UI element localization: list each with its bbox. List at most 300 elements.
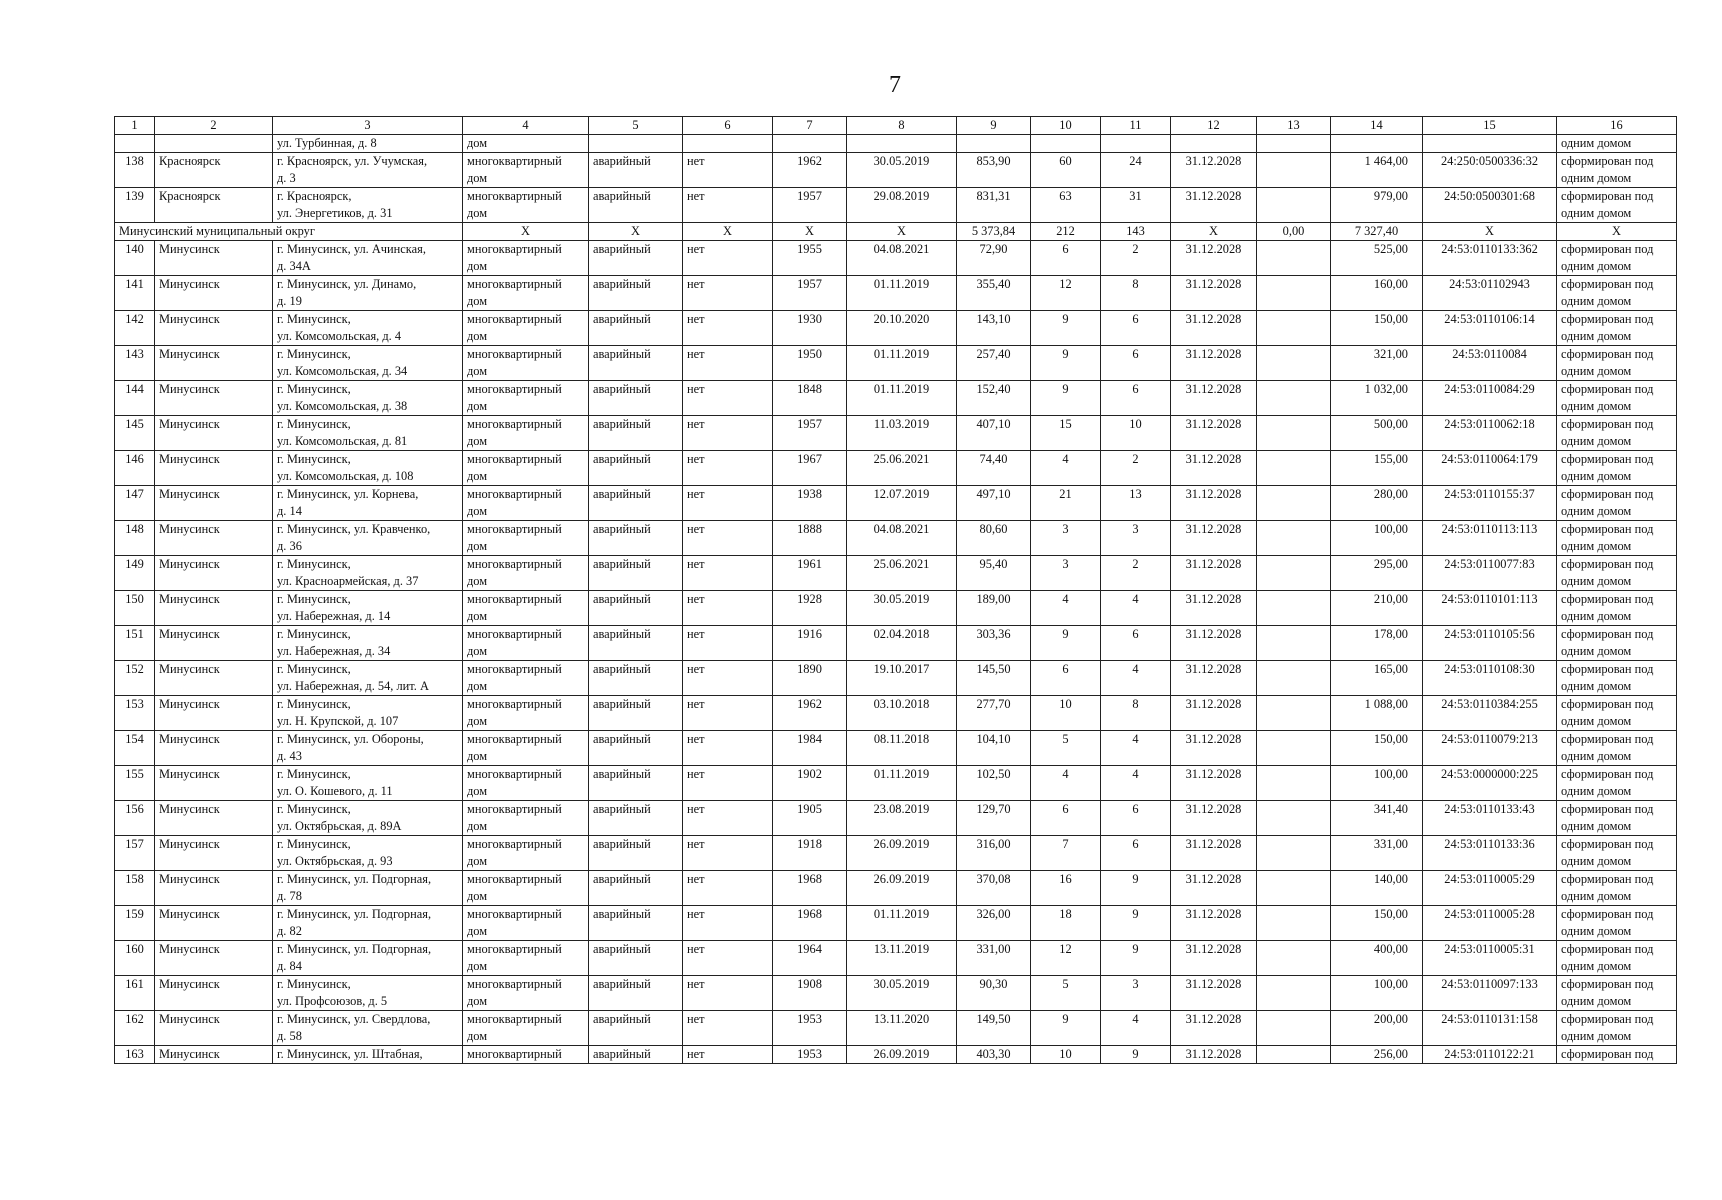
- note-cell-line-1: сформирован под: [1561, 872, 1654, 886]
- building-type-cell: [463, 556, 589, 591]
- units-cell: 3: [1101, 521, 1171, 556]
- address-cell-line-2: ул. Октябрьская, д. 89А: [277, 819, 402, 833]
- address-cell-line-2: ул. Красноармейская, д. 37: [277, 574, 419, 588]
- column-header: 16: [1557, 117, 1677, 135]
- cadastral-number-cell: 24:53:0110131:158: [1423, 1011, 1557, 1046]
- row-number-cell: 142: [115, 311, 155, 346]
- area-cell: 74,40: [957, 451, 1031, 486]
- area-cell: 72,90: [957, 241, 1031, 276]
- land-area-cell: 295,00: [1331, 556, 1423, 591]
- note-cell-line-1: сформирован под: [1561, 837, 1654, 851]
- residents-cell: 9: [1031, 1011, 1101, 1046]
- cadastral-number-cell: 24:53:0110084: [1423, 346, 1557, 381]
- note-cell-line-2: одним домом: [1561, 469, 1632, 483]
- table-row: [115, 766, 1677, 801]
- building-type-cell-line-1: многоквартирный: [467, 154, 562, 168]
- area-cell: 303,36: [957, 626, 1031, 661]
- year-cell: 1968: [773, 871, 847, 906]
- date-cell: 03.10.2018: [847, 696, 957, 731]
- condition-cell: аварийный: [589, 311, 683, 346]
- building-type-cell-line-2: дом: [467, 609, 488, 623]
- cadastral-number-cell: 24:53:0110077:83: [1423, 556, 1557, 591]
- building-type-cell-line-1: многоквартирный: [467, 662, 562, 676]
- table-row: [115, 135, 1677, 153]
- cadastral-number-cell: 24:53:0110122:21: [1423, 1046, 1557, 1064]
- note-cell: одним домом: [1557, 135, 1677, 153]
- column-header: 13: [1257, 117, 1331, 135]
- deadline-cell: 31.12.2028: [1171, 346, 1257, 381]
- deadline-cell: 31.12.2028: [1171, 1011, 1257, 1046]
- table-row: [115, 696, 1677, 731]
- units-cell: 6: [1101, 311, 1171, 346]
- note-cell-line-2: одним домом: [1561, 171, 1632, 185]
- table-row: [115, 451, 1677, 486]
- column-header: 4: [463, 117, 589, 135]
- row-number-cell: 156: [115, 801, 155, 836]
- area-cell: 143,10: [957, 311, 1031, 346]
- address-cell-line-2: д. 14: [277, 504, 302, 518]
- date-cell: 13.11.2019: [847, 941, 957, 976]
- address-cell: [273, 346, 463, 381]
- city-cell: Минусинск: [155, 906, 273, 941]
- empty-cell: [1257, 416, 1331, 451]
- residents-cell: 10: [1031, 696, 1101, 731]
- address-cell-line-2: д. 84: [277, 959, 302, 973]
- date-cell: 25.06.2021: [847, 556, 957, 591]
- note-cell-line-2: одним домом: [1561, 889, 1632, 903]
- note-cell: [1557, 836, 1677, 871]
- year-cell: 1918: [773, 836, 847, 871]
- cadastral-number-cell: 24:50:0500301:68: [1423, 188, 1557, 223]
- note-cell-line-1: сформирован под: [1561, 942, 1654, 956]
- plan-cell: нет: [683, 153, 773, 188]
- empty-cell: [1257, 346, 1331, 381]
- note-cell-line-1: сформирован под: [1561, 662, 1654, 676]
- condition-cell: аварийный: [589, 521, 683, 556]
- residents-cell: 4: [1031, 591, 1101, 626]
- land-area-cell: 210,00: [1331, 591, 1423, 626]
- cadastral-number-cell: 24:53:0110101:113: [1423, 591, 1557, 626]
- plan-cell: нет: [683, 836, 773, 871]
- cadastral-number-cell: 24:53:01102943: [1423, 276, 1557, 311]
- plan-cell: нет: [683, 311, 773, 346]
- units-cell: 6: [1101, 381, 1171, 416]
- date-cell: 29.08.2019: [847, 188, 957, 223]
- residents-cell: 3: [1031, 521, 1101, 556]
- group-total-cell: X: [847, 223, 957, 241]
- date-cell: 01.11.2019: [847, 381, 957, 416]
- residents-cell: 63: [1031, 188, 1101, 223]
- building-type-cell: [463, 836, 589, 871]
- building-type-cell-line-2: дом: [467, 574, 488, 588]
- column-header: 7: [773, 117, 847, 135]
- address-cell: [273, 486, 463, 521]
- empty-cell: [1257, 188, 1331, 223]
- cadastral-number-cell: 24:53:0110084:29: [1423, 381, 1557, 416]
- units-cell: 4: [1101, 1011, 1171, 1046]
- note-cell-line-2: одним домом: [1561, 329, 1632, 343]
- condition-cell: аварийный: [589, 381, 683, 416]
- plan-cell: нет: [683, 731, 773, 766]
- area-cell: 145,50: [957, 661, 1031, 696]
- condition-cell: аварийный: [589, 941, 683, 976]
- column-header: 15: [1423, 117, 1557, 135]
- note-cell-line-1: сформирован под: [1561, 767, 1654, 781]
- city-cell: Минусинск: [155, 346, 273, 381]
- building-type-cell: [463, 521, 589, 556]
- note-cell: [1557, 766, 1677, 801]
- note-cell: [1557, 661, 1677, 696]
- group-total-cell: X: [1171, 223, 1257, 241]
- building-type-cell-line-1: многоквартирный: [467, 242, 562, 256]
- city-cell: Минусинск: [155, 696, 273, 731]
- note-cell-line-2: одним домом: [1561, 924, 1632, 938]
- empty-cell: [1257, 836, 1331, 871]
- cadastral-number-cell: 24:53:0110064:179: [1423, 451, 1557, 486]
- condition-cell: аварийный: [589, 486, 683, 521]
- city-cell: Минусинск: [155, 451, 273, 486]
- year-cell: 1964: [773, 941, 847, 976]
- city-cell: Минусинск: [155, 1046, 273, 1064]
- note-cell-line-1: сформирован под: [1561, 627, 1654, 641]
- cadastral-number-cell: 24:53:0110133:362: [1423, 241, 1557, 276]
- empty-cell: [1257, 696, 1331, 731]
- table-cell: [1031, 135, 1101, 153]
- year-cell: 1938: [773, 486, 847, 521]
- residents-cell: 6: [1031, 241, 1101, 276]
- group-total-cell: X: [1557, 223, 1677, 241]
- city-cell: Красноярск: [155, 188, 273, 223]
- land-area-cell: 1 032,00: [1331, 381, 1423, 416]
- building-type-cell-line-2: дом: [467, 294, 488, 308]
- condition-cell: аварийный: [589, 591, 683, 626]
- note-cell-line-1: сформирован под: [1561, 277, 1654, 291]
- deadline-cell: 31.12.2028: [1171, 416, 1257, 451]
- building-type-cell-line-2: дом: [467, 749, 488, 763]
- units-cell: 6: [1101, 836, 1171, 871]
- group-total-cell: X: [773, 223, 847, 241]
- note-cell: [1557, 416, 1677, 451]
- address-cell: [273, 976, 463, 1011]
- plan-cell: нет: [683, 626, 773, 661]
- units-cell: 4: [1101, 731, 1171, 766]
- land-area-cell: 100,00: [1331, 521, 1423, 556]
- units-cell: 6: [1101, 346, 1171, 381]
- units-cell: 6: [1101, 626, 1171, 661]
- building-type-cell: [463, 976, 589, 1011]
- address-cell-line-1: г. Минусинск,: [277, 382, 351, 396]
- building-type-cell-line-1: многоквартирный: [467, 347, 562, 361]
- land-area-cell: 140,00: [1331, 871, 1423, 906]
- table-row: [115, 153, 1677, 188]
- building-type-cell: [463, 906, 589, 941]
- deadline-cell: 31.12.2028: [1171, 591, 1257, 626]
- city-cell: Минусинск: [155, 941, 273, 976]
- group-total-cell: 7 327,40: [1331, 223, 1423, 241]
- deadline-cell: 31.12.2028: [1171, 766, 1257, 801]
- units-cell: 9: [1101, 1046, 1171, 1064]
- table-row: [115, 521, 1677, 556]
- building-type-cell-line-2: дом: [467, 784, 488, 798]
- deadline-cell: 31.12.2028: [1171, 731, 1257, 766]
- land-area-cell: 979,00: [1331, 188, 1423, 223]
- note-cell: [1557, 153, 1677, 188]
- column-header: 6: [683, 117, 773, 135]
- city-cell: Минусинск: [155, 381, 273, 416]
- cadastral-number-cell: 24:53:0110108:30: [1423, 661, 1557, 696]
- column-header: 2: [155, 117, 273, 135]
- address-cell-line-1: г. Минусинск, ул. Динамо,: [277, 277, 417, 291]
- note-cell: [1557, 188, 1677, 223]
- table-row: [115, 871, 1677, 906]
- address-cell-line-2: ул. О. Кошевого, д. 11: [277, 784, 393, 798]
- cadastral-number-cell: 24:53:0110097:133: [1423, 976, 1557, 1011]
- table-cell: [773, 135, 847, 153]
- note-cell: [1557, 381, 1677, 416]
- deadline-cell: 31.12.2028: [1171, 976, 1257, 1011]
- group-total-cell: X: [463, 223, 589, 241]
- land-area-cell: 155,00: [1331, 451, 1423, 486]
- date-cell: 12.07.2019: [847, 486, 957, 521]
- area-cell: 277,70: [957, 696, 1031, 731]
- group-total-cell: X: [683, 223, 773, 241]
- date-cell: 19.10.2017: [847, 661, 957, 696]
- group-total-cell: 212: [1031, 223, 1101, 241]
- column-header: 3: [273, 117, 463, 135]
- condition-cell: аварийный: [589, 241, 683, 276]
- building-type-cell-line-2: дом: [467, 329, 488, 343]
- row-number-cell: 157: [115, 836, 155, 871]
- deadline-cell: 31.12.2028: [1171, 626, 1257, 661]
- building-type-cell: [463, 801, 589, 836]
- date-cell: 04.08.2021: [847, 521, 957, 556]
- date-cell: 01.11.2019: [847, 906, 957, 941]
- row-number-cell: 160: [115, 941, 155, 976]
- city-cell: Минусинск: [155, 976, 273, 1011]
- units-cell: 10: [1101, 416, 1171, 451]
- building-type-cell-line-2: дом: [467, 644, 488, 658]
- address-cell-line-2: ул. Профсоюзов, д. 5: [277, 994, 388, 1008]
- building-type-cell-line-1: многоквартирный: [467, 732, 562, 746]
- table-cell: [847, 135, 957, 153]
- area-cell: 189,00: [957, 591, 1031, 626]
- row-number-cell: 148: [115, 521, 155, 556]
- table-row: [115, 801, 1677, 836]
- condition-cell: аварийный: [589, 188, 683, 223]
- building-type-cell-line-1: многоквартирный: [467, 382, 562, 396]
- area-cell: 102,50: [957, 766, 1031, 801]
- note-cell-line-2: одним домом: [1561, 714, 1632, 728]
- empty-cell: [1257, 556, 1331, 591]
- table-row: [115, 346, 1677, 381]
- address-cell: [273, 801, 463, 836]
- city-cell: Минусинск: [155, 731, 273, 766]
- deadline-cell: 31.12.2028: [1171, 696, 1257, 731]
- condition-cell: аварийный: [589, 766, 683, 801]
- units-cell: 31: [1101, 188, 1171, 223]
- units-cell: 24: [1101, 153, 1171, 188]
- date-cell: 08.11.2018: [847, 731, 957, 766]
- empty-cell: [1257, 451, 1331, 486]
- city-cell: Минусинск: [155, 416, 273, 451]
- building-type-cell-line-2: дом: [467, 364, 488, 378]
- building-type-cell: [463, 661, 589, 696]
- building-type-cell-line-2: дом: [467, 206, 488, 220]
- building-type-cell: [463, 451, 589, 486]
- row-number-cell: 161: [115, 976, 155, 1011]
- note-cell-line-2: одним домом: [1561, 679, 1632, 693]
- address-cell-line-2: ул. Комсомольская, д. 4: [277, 329, 402, 343]
- note-cell: [1557, 556, 1677, 591]
- note-cell-line-2: одним домом: [1561, 854, 1632, 868]
- address-cell: [273, 241, 463, 276]
- address-cell-line-1: г. Минусинск,: [277, 417, 351, 431]
- note-cell-line-2: одним домом: [1561, 539, 1632, 553]
- note-cell-line-2: одним домом: [1561, 574, 1632, 588]
- address-cell-line-2: ул. Набережная, д. 54, лит. А: [277, 679, 429, 693]
- note-cell-line-2: одним домом: [1561, 644, 1632, 658]
- note-cell-line-2: одним домом: [1561, 959, 1632, 973]
- cadastral-number-cell: 24:250:0500336:32: [1423, 153, 1557, 188]
- column-header: 10: [1031, 117, 1101, 135]
- row-number-cell: 146: [115, 451, 155, 486]
- city-cell: Минусинск: [155, 591, 273, 626]
- address-cell: [273, 188, 463, 223]
- land-area-cell: 256,00: [1331, 1046, 1423, 1064]
- date-cell: 30.05.2019: [847, 591, 957, 626]
- year-cell: 1908: [773, 976, 847, 1011]
- empty-cell: [1257, 976, 1331, 1011]
- note-cell: [1557, 696, 1677, 731]
- note-cell: [1557, 241, 1677, 276]
- land-area-cell: 200,00: [1331, 1011, 1423, 1046]
- note-cell: [1557, 451, 1677, 486]
- note-cell: [1557, 486, 1677, 521]
- building-type-cell-line-2: дом: [467, 679, 488, 693]
- note-cell-line-1: сформирован под: [1561, 907, 1654, 921]
- row-number-cell: 147: [115, 486, 155, 521]
- note-cell-line-2: одним домом: [1561, 434, 1632, 448]
- table-row: [115, 381, 1677, 416]
- cadastral-number-cell: 24:53:0110155:37: [1423, 486, 1557, 521]
- address-cell: [273, 766, 463, 801]
- address-cell-line-2: ул. Комсомольская, д. 81: [277, 434, 408, 448]
- address-cell-line-1: г. Минусинск,: [277, 312, 351, 326]
- note-cell-line-2: одним домом: [1561, 609, 1632, 623]
- address-cell-line-2: ул. Набережная, д. 34: [277, 644, 391, 658]
- register-table-container: [114, 116, 1677, 1064]
- year-cell: 1962: [773, 153, 847, 188]
- city-cell: Минусинск: [155, 556, 273, 591]
- table-header: [115, 117, 1677, 135]
- address-cell-line-1: г. Минусинск,: [277, 662, 351, 676]
- table-cell: [1423, 135, 1557, 153]
- empty-cell: [1257, 906, 1331, 941]
- empty-cell: [1257, 241, 1331, 276]
- address-cell: ул. Турбинная, д. 8: [273, 135, 463, 153]
- building-type-cell: [463, 188, 589, 223]
- cadastral-number-cell: 24:53:0110133:43: [1423, 801, 1557, 836]
- year-cell: 1888: [773, 521, 847, 556]
- units-cell: 13: [1101, 486, 1171, 521]
- residents-cell: 16: [1031, 871, 1101, 906]
- group-total-cell: 5 373,84: [957, 223, 1031, 241]
- row-number-cell: 155: [115, 766, 155, 801]
- address-cell-line-2: ул. Набережная, д. 14: [277, 609, 391, 623]
- plan-cell: нет: [683, 381, 773, 416]
- row-number-cell: 145: [115, 416, 155, 451]
- condition-cell: аварийный: [589, 153, 683, 188]
- condition-cell: аварийный: [589, 626, 683, 661]
- cadastral-number-cell: 24:53:0110105:56: [1423, 626, 1557, 661]
- year-cell: 1984: [773, 731, 847, 766]
- plan-cell: нет: [683, 871, 773, 906]
- deadline-cell: 31.12.2028: [1171, 906, 1257, 941]
- city-cell: Минусинск: [155, 1011, 273, 1046]
- building-type-cell-line-2: дом: [467, 959, 488, 973]
- plan-cell: нет: [683, 276, 773, 311]
- land-area-cell: 321,00: [1331, 346, 1423, 381]
- city-cell: Минусинск: [155, 626, 273, 661]
- date-cell: 01.11.2019: [847, 276, 957, 311]
- building-type-cell: [463, 941, 589, 976]
- condition-cell: аварийный: [589, 661, 683, 696]
- units-cell: 8: [1101, 276, 1171, 311]
- table-cell: [589, 135, 683, 153]
- plan-cell: нет: [683, 801, 773, 836]
- deadline-cell: 31.12.2028: [1171, 276, 1257, 311]
- deadline-cell: 31.12.2028: [1171, 871, 1257, 906]
- address-cell-line-2: д. 34А: [277, 259, 311, 273]
- building-type-cell-line-2: дом: [467, 994, 488, 1008]
- table-row: [115, 188, 1677, 223]
- land-area-cell: 100,00: [1331, 766, 1423, 801]
- cadastral-number-cell: 24:53:0110005:31: [1423, 941, 1557, 976]
- deadline-cell: 31.12.2028: [1171, 153, 1257, 188]
- empty-cell: [1257, 276, 1331, 311]
- city-cell: Минусинск: [155, 486, 273, 521]
- building-type-cell-line-2: дом: [467, 399, 488, 413]
- building-type-cell-line-2: дом: [467, 539, 488, 553]
- city-cell: Минусинск: [155, 241, 273, 276]
- residents-cell: 7: [1031, 836, 1101, 871]
- units-cell: 2: [1101, 451, 1171, 486]
- units-cell: 4: [1101, 766, 1171, 801]
- residents-cell: 5: [1031, 731, 1101, 766]
- year-cell: 1955: [773, 241, 847, 276]
- date-cell: 01.11.2019: [847, 346, 957, 381]
- table-row: [115, 1011, 1677, 1046]
- address-cell: г. Минусинск, ул. Штабная,: [273, 1046, 463, 1064]
- address-cell-line-1: г. Красноярск, ул. Учумская,: [277, 154, 428, 168]
- condition-cell: аварийный: [589, 416, 683, 451]
- building-type-cell-line-2: дом: [467, 504, 488, 518]
- city-cell: Минусинск: [155, 521, 273, 556]
- date-cell: 04.08.2021: [847, 241, 957, 276]
- table-row: [115, 906, 1677, 941]
- table-cell: [1101, 135, 1171, 153]
- land-area-cell: 160,00: [1331, 276, 1423, 311]
- note-cell-line-2: одним домом: [1561, 259, 1632, 273]
- area-cell: 316,00: [957, 836, 1031, 871]
- column-header: 5: [589, 117, 683, 135]
- building-type-cell: дом: [463, 135, 589, 153]
- address-cell-line-2: ул. Комсомольская, д. 38: [277, 399, 408, 413]
- row-number-cell: 151: [115, 626, 155, 661]
- building-type-cell-line-1: многоквартирный: [467, 942, 562, 956]
- note-cell-line-2: одним домом: [1561, 399, 1632, 413]
- land-area-cell: 1 464,00: [1331, 153, 1423, 188]
